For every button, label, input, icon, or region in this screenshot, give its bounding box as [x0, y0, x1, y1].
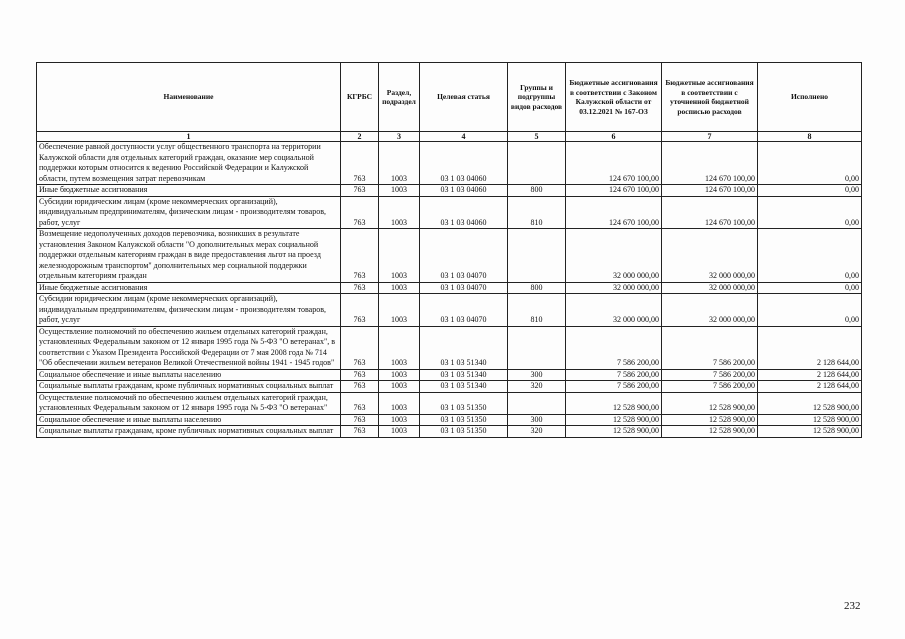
row-section: 1003 — [379, 326, 420, 369]
table-body — [37, 142, 862, 438]
row-group — [508, 229, 566, 283]
row-executed: 0,00 — [758, 142, 862, 185]
column-number: 7 — [662, 132, 758, 142]
row-law: 124 670 100,00 — [566, 142, 662, 185]
row-executed: 12 528 900,00 — [758, 426, 862, 438]
table-row — [37, 381, 862, 393]
row-law: 124 670 100,00 — [566, 196, 662, 229]
row-section: 1003 — [379, 229, 420, 283]
row-group: 800 — [508, 282, 566, 294]
row-section: 1003 — [379, 294, 420, 327]
header-target: Целевая статья — [420, 63, 508, 132]
row-executed: 2 128 644,00 — [758, 381, 862, 393]
row-refined: 12 528 900,00 — [662, 392, 758, 414]
row-kgrbs: 763 — [341, 282, 379, 294]
column-number: 6 — [566, 132, 662, 142]
header-section: Раздел, подраздел — [379, 63, 420, 132]
row-group: 300 — [508, 369, 566, 381]
row-kgrbs: 763 — [341, 392, 379, 414]
column-number: 5 — [508, 132, 566, 142]
row-kgrbs: 763 — [341, 326, 379, 369]
row-name: Субсидии юридическим лицам (кроме некоммерческих организаций), индивидуальным предпринимателям, физическим лицам - производителям товаров, работ, услуг — [37, 196, 341, 229]
row-kgrbs: 763 — [341, 414, 379, 426]
row-target: 03 1 03 51340 — [420, 369, 508, 381]
row-refined: 12 528 900,00 — [662, 414, 758, 426]
row-name: Социальное обеспечение и иные выплаты населению — [37, 369, 341, 381]
column-number-row — [37, 132, 862, 142]
row-group — [508, 142, 566, 185]
row-target: 03 1 03 51350 — [420, 392, 508, 414]
column-number: 1 — [37, 132, 341, 142]
row-kgrbs: 763 — [341, 426, 379, 438]
row-kgrbs: 763 — [341, 381, 379, 393]
row-section: 1003 — [379, 282, 420, 294]
row-refined: 32 000 000,00 — [662, 282, 758, 294]
row-target: 03 1 03 04060 — [420, 185, 508, 197]
row-name: Иные бюджетные ассигнования — [37, 282, 341, 294]
row-refined: 12 528 900,00 — [662, 426, 758, 438]
row-kgrbs: 763 — [341, 142, 379, 185]
table-row — [37, 185, 862, 197]
row-refined: 124 670 100,00 — [662, 196, 758, 229]
table-row — [37, 282, 862, 294]
row-group: 810 — [508, 196, 566, 229]
row-executed: 0,00 — [758, 282, 862, 294]
row-section: 1003 — [379, 426, 420, 438]
row-target: 03 1 03 51340 — [420, 326, 508, 369]
table-row — [37, 369, 862, 381]
row-target: 03 1 03 04060 — [420, 142, 508, 185]
row-executed: 0,00 — [758, 229, 862, 283]
row-name: Возмещение недополученных доходов перевозчика, возникших в результате установления Законом Калужской области "О дополнительных мерах социальной поддержки отдельным категориям граждан в виде предоставления льгот на проезд железнодорожным транспортом" дополнительных мер социальной поддержки отдельным категориям граждан — [37, 229, 341, 283]
header-law: Бюджетные ассигнования в соответствии с Законом Калужской области от 03.12.2021 № 167-ОЗ — [566, 63, 662, 132]
row-name: Иные бюджетные ассигнования — [37, 185, 341, 197]
column-number: 8 — [758, 132, 862, 142]
row-refined: 7 586 200,00 — [662, 381, 758, 393]
row-refined: 32 000 000,00 — [662, 294, 758, 327]
row-group: 810 — [508, 294, 566, 327]
column-number: 2 — [341, 132, 379, 142]
row-group: 320 — [508, 381, 566, 393]
row-section: 1003 — [379, 196, 420, 229]
table-row — [37, 326, 862, 369]
table-row — [37, 426, 862, 438]
row-law: 12 528 900,00 — [566, 426, 662, 438]
row-name: Социальные выплаты гражданам, кроме публичных нормативных социальных выплат — [37, 381, 341, 393]
row-target: 03 1 03 51340 — [420, 381, 508, 393]
header-name: Наименование — [37, 63, 341, 132]
row-executed: 0,00 — [758, 196, 862, 229]
row-refined: 7 586 200,00 — [662, 369, 758, 381]
row-section: 1003 — [379, 185, 420, 197]
row-refined: 7 586 200,00 — [662, 326, 758, 369]
row-group — [508, 392, 566, 414]
row-group — [508, 326, 566, 369]
row-name: Социальные выплаты гражданам, кроме публичных нормативных социальных выплат — [37, 426, 341, 438]
row-executed: 12 528 900,00 — [758, 414, 862, 426]
row-kgrbs: 763 — [341, 294, 379, 327]
row-executed: 12 528 900,00 — [758, 392, 862, 414]
row-name: Осуществление полномочий по обеспечению жильем отдельных категорий граждан, установленных Федеральным законом от 12 января 1995 года № 5-ФЗ "О ветеранах", в соответствии с Указом Президента Российской Федерации от 7 мая 2008 года № 714 "Об обеспечении жильем ветеранов Великой Отечественной войны 1941 - 1945 годов" — [37, 326, 341, 369]
table-row — [37, 392, 862, 414]
row-executed: 0,00 — [758, 294, 862, 327]
row-section: 1003 — [379, 142, 420, 185]
row-executed: 0,00 — [758, 185, 862, 197]
table-row — [37, 229, 862, 283]
row-group: 300 — [508, 414, 566, 426]
table-row — [37, 196, 862, 229]
header-refined: Бюджетные ассигнования в соответствии с уточненной бюджетной росписью расходов — [662, 63, 758, 132]
row-refined: 124 670 100,00 — [662, 185, 758, 197]
header-kgrbs: КГРБС — [341, 63, 379, 132]
row-law: 7 586 200,00 — [566, 381, 662, 393]
row-refined: 32 000 000,00 — [662, 229, 758, 283]
row-group: 320 — [508, 426, 566, 438]
row-section: 1003 — [379, 381, 420, 393]
row-target: 03 1 03 04070 — [420, 294, 508, 327]
budget-table — [36, 62, 862, 438]
row-law: 32 000 000,00 — [566, 294, 662, 327]
row-law: 32 000 000,00 — [566, 229, 662, 283]
header-executed: Исполнено — [758, 63, 862, 132]
row-executed: 2 128 644,00 — [758, 369, 862, 381]
row-target: 03 1 03 04070 — [420, 282, 508, 294]
row-group: 800 — [508, 185, 566, 197]
row-target: 03 1 03 51350 — [420, 426, 508, 438]
header-groups: Группы и подгруппы видов расходов — [508, 63, 566, 132]
row-name: Социальное обеспечение и иные выплаты населению — [37, 414, 341, 426]
row-law: 32 000 000,00 — [566, 282, 662, 294]
row-kgrbs: 763 — [341, 196, 379, 229]
row-law: 12 528 900,00 — [566, 414, 662, 426]
row-name: Субсидии юридическим лицам (кроме некоммерческих организаций), индивидуальным предпринимателям, физическим лицам - производителям товаров, работ, услуг — [37, 294, 341, 327]
table-row — [37, 142, 862, 185]
row-name: Обеспечение равной доступности услуг общественного транспорта на территории Калужской области для отдельных категорий граждан, оказание мер социальной поддержки которым относится к ведению Российской Федерации и Калужской области, путем возмещения затрат перевозчикам — [37, 142, 341, 185]
row-section: 1003 — [379, 414, 420, 426]
table-row — [37, 414, 862, 426]
row-law: 12 528 900,00 — [566, 392, 662, 414]
row-kgrbs: 763 — [341, 369, 379, 381]
table-header — [37, 63, 862, 142]
table-row — [37, 294, 862, 327]
row-target: 03 1 03 04070 — [420, 229, 508, 283]
row-section: 1003 — [379, 369, 420, 381]
row-law: 124 670 100,00 — [566, 185, 662, 197]
row-target: 03 1 03 04060 — [420, 196, 508, 229]
row-section: 1003 — [379, 392, 420, 414]
row-law: 7 586 200,00 — [566, 326, 662, 369]
column-number: 3 — [379, 132, 420, 142]
column-number: 4 — [420, 132, 508, 142]
row-kgrbs: 763 — [341, 229, 379, 283]
row-executed: 2 128 644,00 — [758, 326, 862, 369]
row-refined: 124 670 100,00 — [662, 142, 758, 185]
row-name: Осуществление полномочий по обеспечению жильем отдельных категорий граждан, установленных Федеральным законом от 12 января 1995 года № 5-ФЗ "О ветеранах" — [37, 392, 341, 414]
page-number: 232 — [844, 600, 861, 612]
row-kgrbs: 763 — [341, 185, 379, 197]
row-target: 03 1 03 51350 — [420, 414, 508, 426]
row-law: 7 586 200,00 — [566, 369, 662, 381]
